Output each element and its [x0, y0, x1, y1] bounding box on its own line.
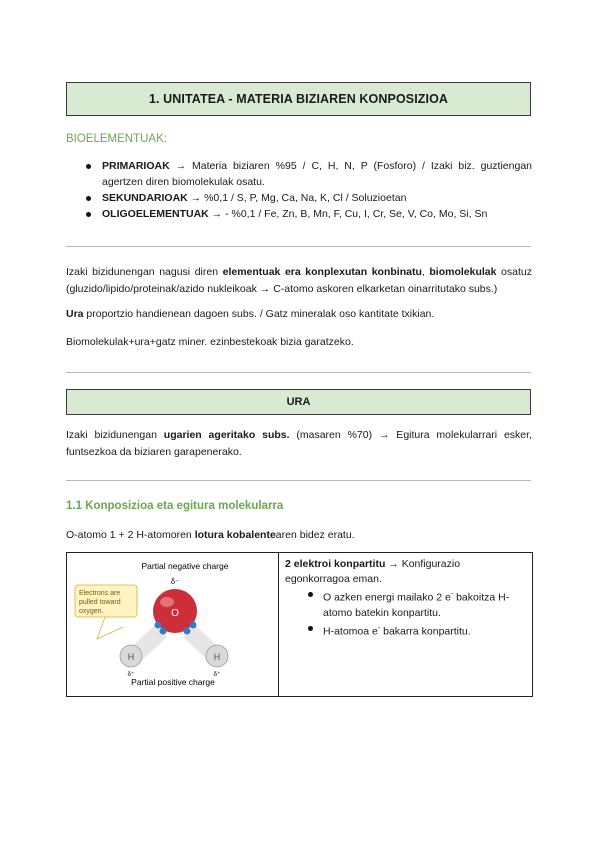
bioelementuak-heading: BIOELEMENTUAK: — [66, 133, 167, 145]
ura-title: URA — [286, 396, 311, 408]
top-label: Partial negative charge — [141, 561, 229, 571]
ura-paragraph — [66, 427, 532, 461]
text-run: Izaki bizidunengan nagusi diren — [66, 266, 223, 278]
callout-text: Electrons are pulled toward oxygen. — [79, 590, 121, 615]
delta-plus-right: δ⁺ — [213, 671, 221, 678]
text-run: O azken energi mailako 2 e — [323, 591, 451, 604]
text-run: osatuz (gluzido/lipido/proteinak/azido nukleikoak → C-atomo askoren elkarketan oinarritutako subs.) — [66, 266, 532, 295]
bullet-icon — [308, 626, 313, 631]
item-text: → %0,1 / S, P, Mg, Ca, Na, K, Cl / Soluzioetan — [187, 192, 407, 204]
bold-run: elementuak era konplexutan konbinatu — [222, 266, 422, 278]
bullet-icon — [86, 212, 91, 217]
electron — [190, 622, 197, 629]
intro-paragraph-2 — [66, 306, 532, 323]
cell-heading — [285, 557, 526, 587]
superscript: - — [450, 591, 454, 598]
intro-paragraph-1 — [66, 264, 532, 298]
electron — [184, 628, 191, 635]
bold-run: 2 elektroi konpartitu — [285, 558, 386, 570]
divider — [66, 480, 531, 481]
diagram-cell — [67, 553, 279, 697]
bottom-label: Partial positive charge — [131, 677, 215, 687]
water-molecule-diagram — [67, 553, 277, 693]
list-item — [84, 206, 532, 222]
electron — [160, 628, 167, 635]
text-run: aren bidez eratu. — [275, 529, 355, 541]
item-text: → Materia biziaren %95 / C, H, N, P (Fosforo) / Izaki biz. guztiengan agertzen diren biomolekulak osatu. — [102, 160, 532, 188]
list-item — [84, 190, 532, 206]
intro-paragraph-3: Biomolekulak+ura+gatz miner. ezinbestekoak bizia garatzeko. — [66, 336, 354, 348]
text-run: proportzio handienean dagoen subs. / Gatz mineralak oso kantitate txikian. — [83, 308, 435, 320]
text-run: , — [421, 266, 430, 278]
term: PRIMARIOAK — [102, 160, 170, 172]
text-run: (masaren %70) → Egitura molekularrari esker, funtsezkoa da biziaren garapenerako. — [66, 429, 532, 458]
callout-pointer — [97, 617, 123, 639]
divider — [66, 372, 531, 373]
bullet-icon — [86, 196, 91, 201]
text-run: bakoitza H-atomo batekin konpartitu. — [323, 591, 510, 619]
text-run: Izaki bizidunengan — [66, 429, 164, 441]
bullet-icon — [308, 592, 313, 597]
unit-title: 1. UNITATEA - MATERIA BIZIAREN KONPOSIZIOA — [148, 92, 449, 106]
text-run: bakarra konpartitu. — [380, 625, 471, 637]
electron — [155, 622, 162, 629]
term: SEKUNDARIOAK — [102, 192, 188, 204]
text-run: → Konfigurazio egonkorragoa eman. — [285, 558, 461, 585]
delta-minus-label: δ⁻ — [170, 577, 180, 586]
konposizioa-paragraph — [66, 527, 532, 544]
cell-list — [285, 587, 526, 639]
konposizioa-heading: 1.1 Konposizioa eta egitura molekularra — [66, 500, 284, 512]
water-molecule-table — [66, 552, 533, 697]
explanation-cell — [279, 553, 533, 697]
bold-run: lotura kobalente — [194, 529, 276, 541]
hydrogen-label-right: H — [213, 652, 221, 662]
list-item — [323, 587, 526, 621]
text-run: H-atomoa e — [323, 625, 378, 637]
list-item — [84, 158, 532, 190]
hydrogen-label-left: H — [127, 652, 135, 662]
delta-plus-left: δ⁺ — [127, 671, 135, 678]
bold-run: ugarien ageritako subs. — [163, 429, 290, 441]
bioelementuak-list — [84, 158, 532, 222]
text-run: O-atomo 1 + 2 H-atomoren — [66, 529, 195, 541]
divider — [66, 246, 531, 247]
superscript: - — [377, 624, 381, 632]
bold-run: Ura — [66, 308, 84, 320]
unit-title-box — [66, 82, 531, 116]
list-item — [323, 621, 526, 640]
bullet-icon — [86, 164, 91, 169]
term: OLIGOELEMENTUAK — [102, 208, 209, 220]
item-text: → - %0,1 / Fe, Zn, B, Mn, F, Cu, I, Cr, Se, V, Co, Mo, Si, Sn — [208, 208, 488, 220]
oxygen-label: O — [171, 608, 179, 619]
bold-run: biomolekulak — [429, 266, 497, 278]
ura-title-box — [66, 389, 531, 415]
oxygen-highlight — [160, 597, 174, 607]
